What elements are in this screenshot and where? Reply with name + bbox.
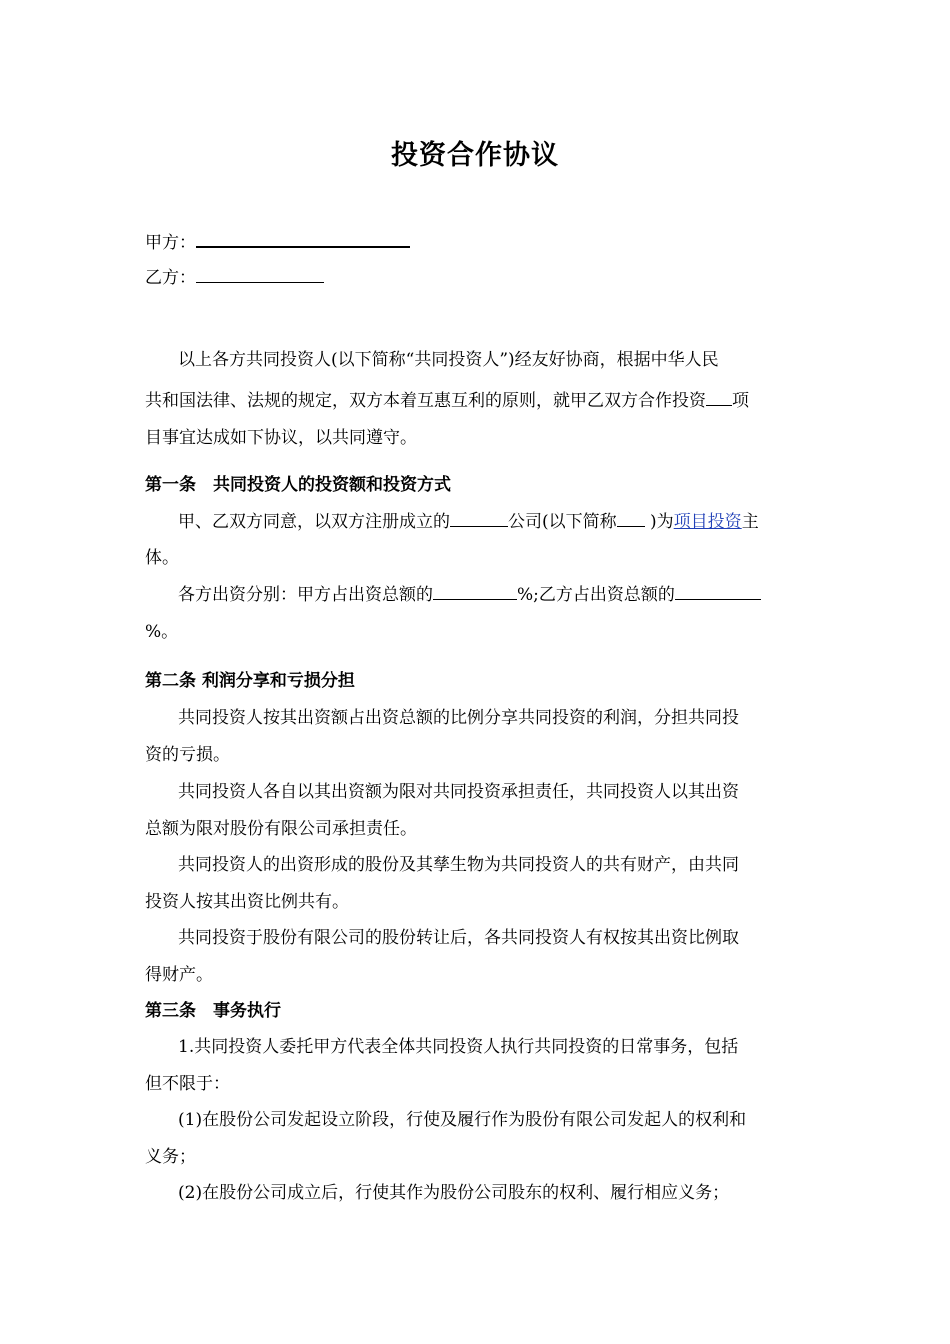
company-name-blank[interactable]: [450, 509, 508, 527]
party-a-label: 甲方：: [145, 233, 196, 253]
article-2-p4-line-1: 共同投资于股份有限公司的股份转让后，各共同投资人有权按其出资比例取: [178, 928, 739, 948]
article-2-p4-line-2: 得财产。: [145, 965, 213, 985]
project-investment-link[interactable]: 项目投资: [673, 512, 742, 532]
article-1-p2-line-2: %。: [145, 622, 179, 642]
party-b-blank[interactable]: [196, 265, 324, 283]
article-1-p1-line-2: 体。: [145, 548, 179, 568]
document-title: 投资合作协议: [391, 140, 559, 171]
article-2-p2-line-1: 共同投资人各自以其出资额为限对共同投资承担责任，共同投资人以其出资: [178, 782, 739, 802]
preamble-line-1: 以上各方共同投资人(以下简称“共同投资人”)经友好协商，根据中华人民: [178, 350, 719, 370]
party-a-percent-blank[interactable]: [433, 582, 517, 600]
party-a-line: [145, 229, 810, 255]
article-2-p1-line-1: 共同投资人按其出资额占出资总额的比例分享共同投资的利润，分担共同投: [178, 708, 739, 728]
preamble-line-3: 目事宜达成如下协议，以共同遵守。: [145, 428, 417, 448]
party-b-line: [145, 265, 810, 290]
short-name-blank[interactable]: [617, 509, 645, 527]
article-3-p2-line-1: (1)在股份公司发起设立阶段，行使及履行作为股份有限公司发起人的权利和: [178, 1110, 747, 1130]
article-2-p2-line-2: 总额为限对股份有限公司承担责任。: [145, 819, 417, 839]
article-2-p1-line-2: 资的亏损。: [145, 745, 230, 765]
article-3-p2-line-2: 义务；: [145, 1147, 196, 1167]
party-a-blank[interactable]: [196, 229, 410, 248]
article-1-p1-line-1: 甲、乙双方同意，以双方注册成立的 公司(以下简称 )为项目投资主: [178, 509, 810, 534]
preamble-line-2: 共和国法律、法规的规定，双方本着互惠互利的原则，就甲乙双方合作投资 项: [145, 388, 810, 413]
article-3-heading: 第三条 事务执行: [145, 1001, 281, 1021]
party-b-label: 乙方：: [145, 268, 196, 288]
article-3-p3-line-1: (2)在股份公司成立后，行使其作为股份公司股东的权利、履行相应义务；: [178, 1183, 730, 1203]
article-2-heading: 第二条 利润分享和亏损分担: [145, 671, 355, 691]
article-3-p1-line-1: 1.共同投资人委托甲方代表全体共同投资人执行共同投资的日常事务，包括: [178, 1037, 739, 1057]
article-2-p3-line-1: 共同投资人的出资形成的股份及其孳生物为共同投资人的共有财产，由共同: [178, 855, 739, 875]
party-b-percent-blank[interactable]: [675, 582, 761, 600]
article-2-p3-line-2: 投资人按其出资比例共有。: [145, 892, 349, 912]
project-blank[interactable]: [706, 388, 732, 406]
article-1-heading: 第一条 共同投资人的投资额和投资方式: [145, 475, 451, 495]
article-1-p2-line-1: 各方出资分别：甲方占出资总额的 %;乙方占出资总额的: [178, 582, 810, 607]
article-3-p1-line-2: 但不限于：: [145, 1074, 230, 1094]
